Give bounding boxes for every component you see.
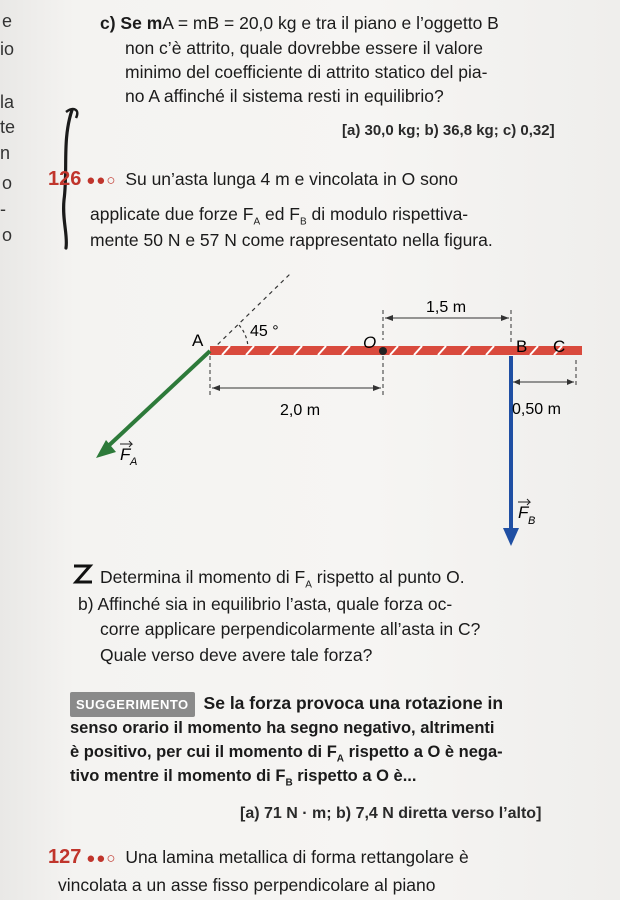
hint-line-3: è positivo, per cui il momento di $F_A$ rispetto a O è nega- xyxy=(70,743,503,765)
difficulty-dots: ●●○ xyxy=(86,850,117,867)
question-b-line-2: corre applicare perpendicolarmente all’asta in C? xyxy=(100,619,481,639)
problem-127-line-2: vincolata a un asse fisso perpendicolare al piano xyxy=(58,875,436,895)
problem-c-line-4: no A affinché il sistema resti in equilibrio? xyxy=(125,86,444,106)
margin-fragment: te xyxy=(0,117,16,137)
label-dist-AO: 2,0 m xyxy=(280,402,321,419)
label-A: A xyxy=(192,331,204,350)
margin-fragment: o xyxy=(2,173,13,193)
margin-fragment: - xyxy=(0,199,6,219)
margin-fragment: la xyxy=(0,92,15,112)
margin-fragment: o xyxy=(2,225,13,245)
hint-line-4: tivo mentre il momento di $F_B$ rispetto a O è... xyxy=(70,767,417,789)
problem-126-line-2: applicate due forze $F_A$ ed $F_B$ di modulo rispettiva- xyxy=(90,204,469,228)
hint-badge: SUGGERIMENTO xyxy=(70,692,195,717)
problem-127-header: 127 ●●○ Una lamina metallica di forma rettangolare è xyxy=(48,846,469,868)
problem-126-header: 126 ●●○ Su un’asta lunga 4 m e vincolata in O sono xyxy=(48,168,459,190)
label-dist-OB: 1,5 m xyxy=(426,299,467,316)
label-B: B xyxy=(516,337,528,356)
question-a: Determina il momento di $F_A$ rispetto al punto O. xyxy=(100,567,465,591)
label-angle: 45 ° xyxy=(250,323,279,340)
label-C: C xyxy=(553,337,566,356)
problem-c-answer: [a) 30,0 kg; b) 36,8 kg; c) 0,32] xyxy=(342,122,555,139)
pivot-point xyxy=(379,347,387,355)
problem-c-line-1: c) Se mA = mB = 20,0 kg e tra il piano e l’oggetto B xyxy=(100,13,499,33)
problem-126-answer: [a) 71 N · m; b) 7,4 N diretta verso l’alto] xyxy=(240,805,542,822)
question-b-line-1: b) Affinché sia in equilibrio l’asta, quale forza oc- xyxy=(78,594,453,614)
force-A-arrow xyxy=(104,351,210,450)
label-dist-BC: 0,50 m xyxy=(512,401,561,418)
label-force-A: F xyxy=(120,445,131,464)
problem-c-line-2: non c’è attrito, quale dovrebbe essere il valore xyxy=(125,38,483,58)
formula-mass: A = mB = 20,0 kg e tra il piano e l’oggetto B xyxy=(162,13,499,33)
margin-fragment: io xyxy=(0,39,15,59)
label-force-B: F xyxy=(518,503,529,522)
problem-number: 126 xyxy=(48,168,82,190)
problem-c-line-3: minimo del coefficiente di attrito statico del pia- xyxy=(125,62,488,82)
margin-fragment: n xyxy=(0,143,11,163)
hint-line-2: senso orario il momento ha segno negativo, altrimenti xyxy=(70,719,495,737)
question-b-line-3: Quale verso deve avere tale forza? xyxy=(100,645,373,665)
force-B-head xyxy=(503,528,519,546)
label-force-B-sub: B xyxy=(528,515,536,527)
problem-126-line-3: mente 50 N e 57 N come rappresentato nella figura. xyxy=(90,230,493,250)
difficulty-dots: ●●○ xyxy=(86,172,117,189)
label-force-A-sub: A xyxy=(130,456,138,468)
hint-line-1: SUGGERIMENTO Se la forza provoca una rotazione in xyxy=(70,692,503,717)
rod-figure xyxy=(0,260,620,550)
label-O: O xyxy=(363,333,377,352)
margin-fragment: e xyxy=(2,11,13,31)
problem-number: 127 xyxy=(48,846,82,868)
checkmark-icon xyxy=(70,560,96,588)
